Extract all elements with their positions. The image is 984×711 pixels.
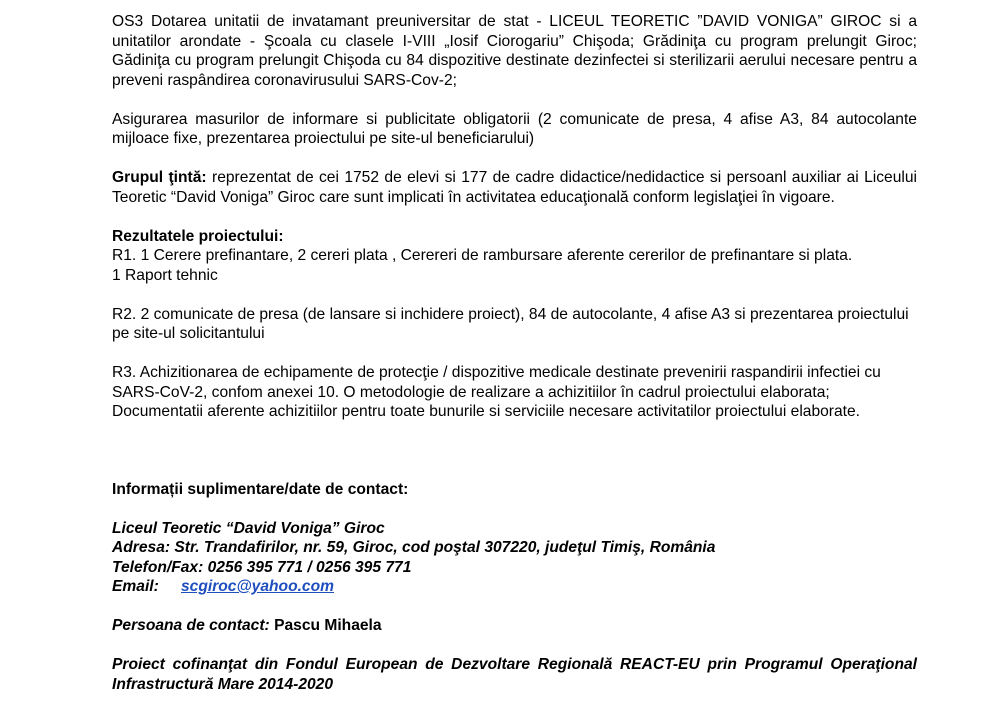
target-group-label: Grupul ţintă: — [112, 169, 207, 186]
contact-person-label: Persoana de contact: — [112, 617, 270, 634]
email-link[interactable]: scgiroc@yahoo.com — [181, 578, 334, 595]
document-body — [112, 12, 917, 694]
objective-paragraph: OS3 Dotarea unitatii de invatamant preuniversitar de stat - LICEUL TEORETIC ”DAVID VONIGA” GIROC si a unitatilor arondate - Şcoala cu clasele I-VIII „Iosif Ciorogariu” Chişoda; Grădiniţa cu program prelungit Giroc; Gădiniţa cu program prelungit Chişoda cu 84 dispozitive destinate dezinfectei si sterilizarii aerului necesare pentru a preveni raspândirea coronavirusului SARS-Cov-2; — [112, 13, 917, 89]
result-r3: R3. Achizitionarea de echipamente de protecţie / dispozitive medicale destinate prevenirii raspandirii infectiei cu SARS-CoV-2, confom anexei 10. O metodologie de realizare a achizitiilor în cadrul proiectului elaborata; Documentatii aferente achizitiilor pentru toate bunurile si serviciile necesare activitatilor proiectului elaborate. — [112, 364, 881, 420]
target-group-text: reprezentat de cei 1752 de elevi si 177 de cadre didactice/nedidactice si persoanl auxiliar ai Liceului Teoretic “David Voniga” Giroc care sunt implicati în activitatea educaţională conform legislaţiei în vigoare. — [112, 169, 917, 206]
contact-person-name: Pascu Mihaela — [269, 617, 382, 634]
result-r1-line2: 1 Raport tehnic — [112, 266, 218, 284]
result-r1-line1: R1. 1 Cerere prefinantare, 2 cereri plata , Cerereri de rambursare aferente cererilor de prefinantare si plata. — [112, 247, 853, 264]
contact-heading: Informații suplimentare/date de contact: — [112, 480, 409, 498]
contact-email-line — [112, 577, 917, 597]
email-label: Email: — [112, 578, 159, 595]
results-heading: Rezultatele proiectului: — [112, 227, 284, 245]
contact-school: Liceul Teoretic “David Voniga” Giroc — [112, 519, 385, 537]
target-group-paragraph — [112, 168, 917, 207]
contact-address: Adresa: Str. Trandafirilor, nr. 59, Giroc, cod poştal 307220, judeţul Timiş, România — [112, 539, 716, 556]
contact-person — [112, 616, 917, 636]
publicity-paragraph: Asigurarea masurilor de informare si publicitate obligatorii (2 comunicate de presa, 4 afise A3, 84 autocolante mijloace fixe, prezentarea proiectului pe site-ul beneficiarului) — [112, 110, 917, 147]
contact-phone: Telefon/Fax: 0256 395 771 / 0256 395 771 — [112, 558, 412, 576]
footer-funding-note: Proiect cofinanţat din Fondul European de Dezvoltare Regională REACT-EU prin Programul Operaţional Infrastructură Mare 2014-2020 — [112, 656, 917, 693]
result-r2: R2. 2 comunicate de presa (de lansare si inchidere proiect), 84 de autocolante, 4 afise A3 si prezentarea proiectului pe site-ul solicitantului — [112, 305, 909, 342]
